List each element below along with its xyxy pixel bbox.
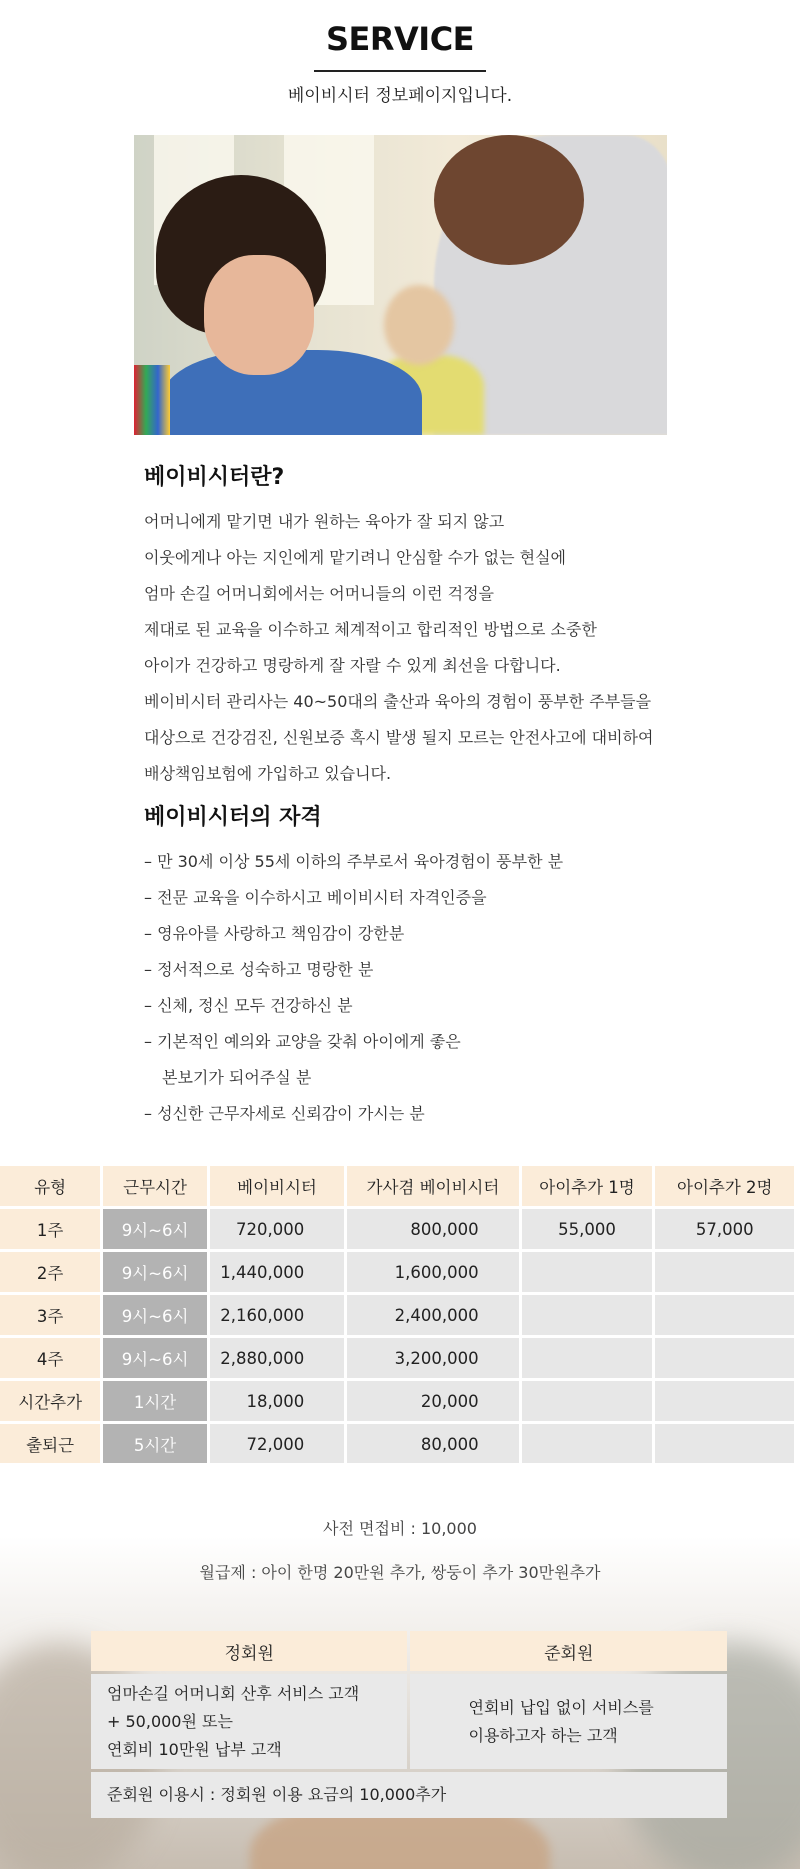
about-line: 베이비시터 관리사는 40~50대의 출산과 육아의 경험이 풍부한 주부들을 [144,692,652,711]
cell-babysitter: 720,000 [210,1209,344,1249]
qualification-item-continued: 본보기가 되어주실 분 [162,1068,312,1087]
associate-member-header: 준회원 [410,1631,727,1671]
cell-add-one [522,1381,653,1421]
qualification-list [144,844,704,1132]
content-section [144,462,704,1132]
cell-add-two [655,1381,794,1421]
regular-member-desc [91,1674,407,1769]
qualification-title: 베이비시터의 자격 [144,805,322,830]
table-row [0,1252,794,1292]
about-text [144,504,704,792]
column-header-add-two: 아이추가 2명 [655,1166,794,1206]
about-line: 엄마 손길 어머니회에서는 어머니들의 이런 걱정을 [144,584,495,603]
cell-housework: 1,600,000 [347,1252,518,1292]
table-row [0,1381,794,1421]
table-header-row [0,1166,794,1206]
cell-add-two [655,1252,794,1292]
membership-header-row [91,1631,727,1671]
column-header-hours: 근무시간 [103,1166,207,1206]
qualification-item: – 만 30세 이상 55세 이하의 주부로서 육아경험이 풍부한 분 [144,852,564,871]
cell-type: 출퇴근 [0,1424,100,1464]
cell-add-one: 55,000 [522,1209,653,1249]
cell-add-one [522,1424,653,1464]
table-row [0,1424,794,1464]
cell-babysitter: 18,000 [210,1381,344,1421]
cell-housework: 2,400,000 [347,1295,518,1335]
page-header [0,0,800,108]
cell-type: 1주 [0,1209,100,1249]
cell-type: 3주 [0,1295,100,1335]
cell-housework: 20,000 [347,1381,518,1421]
cell-housework: 800,000 [347,1209,518,1249]
about-line: 배상책임보험에 가입하고 있습니다. [144,764,392,783]
cell-hours: 1시간 [103,1381,207,1421]
regular-member-line: 엄마손길 어머니회 산후 서비스 고객 [107,1683,360,1703]
cell-add-two [655,1295,794,1335]
cell-housework: 80,000 [347,1424,518,1464]
cell-hours: 5시간 [103,1424,207,1464]
table-row [0,1295,794,1335]
qualification-item: – 전문 교육을 이수하시고 베이비시터 자격인증을 [144,888,487,907]
qualification-item: – 영유아를 사랑하고 책임감이 강한분 [144,924,405,943]
interview-fee: 사전 면접비 : 10,000 [323,1519,477,1538]
page-subtitle: 베이비시터 정보페이지입니다. [287,86,513,106]
membership-table [88,1628,730,1821]
cell-hours: 9시~6시 [103,1209,207,1249]
cell-type: 시간추가 [0,1381,100,1421]
about-line: 대상으로 건강검진, 신원보증 혹시 발생 될지 모르는 안전사고에 대비하여 [144,728,654,747]
cell-add-two [655,1424,794,1464]
regular-member-line: 연회비 10만원 납부 고객 [107,1739,282,1759]
cell-type: 2주 [0,1252,100,1292]
cell-housework: 3,200,000 [347,1338,518,1378]
cell-add-two [655,1338,794,1378]
about-line: 제대로 된 교육을 이수하고 체계적이고 합리적인 방법으로 소중한 [144,620,597,639]
cell-babysitter: 2,880,000 [210,1338,344,1378]
cell-hours: 9시~6시 [103,1295,207,1335]
regular-member-line: + 50,000원 또는 [107,1711,233,1731]
hero-teacher-hair [434,135,584,265]
table-row [0,1209,794,1249]
membership-row [91,1674,727,1769]
hero-image [134,135,667,435]
cell-type: 4주 [0,1338,100,1378]
associate-usage-note: 준회원 이용시 : 정회원 이용 요금의 10,000추가 [91,1772,727,1818]
qualification-item: – 기본적인 예의와 교양을 갖춰 아이에게 좋은 [144,1032,461,1051]
page-title: SERVICE [325,20,475,58]
associate-member-desc [410,1674,727,1769]
cell-babysitter: 2,160,000 [210,1295,344,1335]
cell-add-two: 57,000 [655,1209,794,1249]
column-header-add-one: 아이추가 1명 [522,1166,653,1206]
cell-add-one [522,1252,653,1292]
about-line: 이웃에게나 아는 지인에게 맡기려니 안심할 수가 없는 현실에 [144,548,567,567]
qualification-item: – 정서적으로 성숙하고 명랑한 분 [144,960,374,979]
table-row [0,1338,794,1378]
associate-member-line: 이용하고자 하는 고객 [468,1725,618,1745]
about-line: 어머니에게 맡기면 내가 원하는 육아가 잘 되지 않고 [144,512,505,531]
about-line: 아이가 건강하고 명랑하게 잘 자랄 수 있게 최선을 다합니다. [144,656,561,675]
column-header-housework: 가사겸 베이비시터 [347,1166,518,1206]
membership-note-row [91,1772,727,1818]
qualification-item: – 성신한 근무자세로 신뢰감이 가시는 분 [144,1104,425,1123]
cell-babysitter: 72,000 [210,1424,344,1464]
cell-hours: 9시~6시 [103,1252,207,1292]
membership-section [0,1463,800,1869]
hero-kid-face [204,255,314,375]
cell-hours: 9시~6시 [103,1338,207,1378]
hero-crayons [134,365,170,435]
hero-girl-face [384,285,454,365]
cell-add-one [522,1295,653,1335]
price-table [0,1163,797,1467]
cell-babysitter: 1,440,000 [210,1252,344,1292]
regular-member-header: 정회원 [91,1631,407,1671]
associate-member-line: 연회비 납입 없이 서비스를 [468,1697,654,1717]
cell-add-one [522,1338,653,1378]
title-divider [314,70,486,72]
column-header-babysitter: 베이비시터 [210,1166,344,1206]
qualification-item: – 신체, 정신 모두 건강하신 분 [144,996,353,1015]
about-title: 베이비시터란? [144,465,285,490]
monthly-fee: 월급제 : 아이 한명 20만원 추가, 쌍둥이 추가 30만원추가 [199,1563,601,1582]
column-header-type: 유형 [0,1166,100,1206]
